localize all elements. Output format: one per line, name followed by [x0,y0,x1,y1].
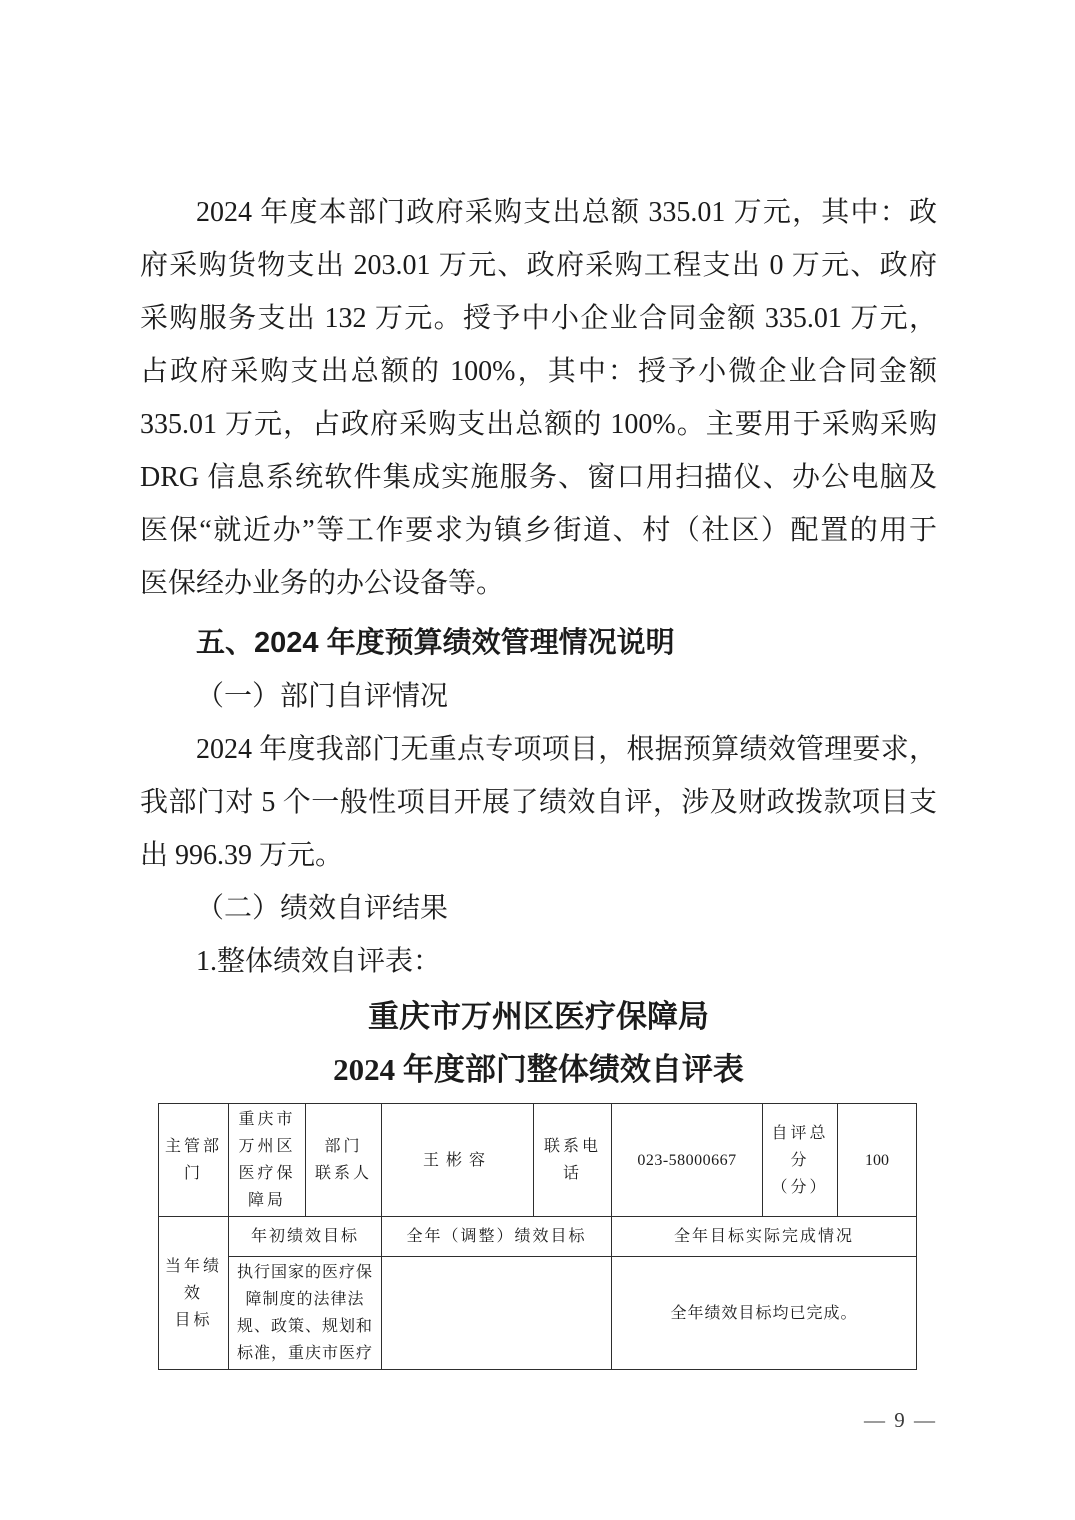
text-line: （分） [771,1178,829,1196]
text-line: 我部门对 5 个一般性项目开展了绩效自评，涉及财政拨款项目支 [140,787,937,818]
text-line: 医保经办业务的办公设备等。 [140,568,505,599]
cell-phone-value: 023-58000667 [612,1104,763,1217]
text-line: 医保“就近办”等工作要求为镇乡街道、村（社区）配置的用于 [140,515,937,546]
text-line: 执行国家的医疗保 [236,1264,373,1281]
cell-supervisor-label [159,1104,229,1217]
cell-goal-initial-value [229,1257,382,1370]
cell-phone-label [534,1104,612,1217]
cell-goal-initial-header: 年初绩效目标 [229,1217,382,1257]
text-line: 联系人 [314,1165,372,1182]
text-line: 目标 [174,1311,213,1329]
text-line: 万州区 [238,1138,296,1155]
text-line: 障局 [247,1192,286,1209]
page-number: — 9 — [864,1408,937,1432]
table-row [159,1257,917,1370]
subsection-1-heading: （一）部门自评情况 [196,681,449,712]
text-line: 占政府采购支出总额的 100%，其中：授予小微企业合同金额 [140,356,937,387]
paragraph-self-eval [140,723,937,882]
text-line: 部门 [324,1138,363,1155]
paragraph-procurement [140,186,937,610]
table-title-report-name: 2024 年度部门整体绩效自评表 [333,1052,744,1087]
text-line: 当年绩 [164,1257,222,1275]
text-line: 府采购货物支出 203.01 万元、政府采购工程支出 0 万元、政府 [140,250,937,281]
text-line: 门 [183,1165,203,1182]
cell-goal-row-label [159,1217,229,1370]
subsection-2-heading: （二）绩效自评结果 [196,893,449,924]
text-line: 话 [562,1165,582,1182]
section-5-heading: 五、2024 年度预算绩效管理情况说明 [196,627,675,659]
text-line: 主管部 [164,1138,222,1155]
table-title-organization: 重庆市万州区医疗保障局 [368,999,709,1034]
text-line: 出 996.39 万元。 [140,840,344,871]
text-line: 障制度的法律法 [245,1291,365,1308]
cell-supervisor-value [229,1104,306,1217]
text-line: 医疗保 [238,1165,296,1182]
text-line: 规、政策、规划和 [236,1318,373,1335]
text-line: 采购服务支出 132 万元。授予中小企业合同金额 335.01 万元， [140,303,937,334]
text-line: 自评总 [771,1124,829,1142]
table-intro-line: 1.整体绩效自评表： [196,946,442,977]
text-line: 联系电 [543,1138,601,1155]
text-line: 效 [183,1284,203,1302]
cell-score-label [763,1104,838,1217]
cell-contact-label [306,1104,382,1217]
cell-goal-adjusted-value [382,1257,612,1370]
cell-goal-completion-header: 全年目标实际完成情况 [612,1217,917,1257]
table-row [159,1104,917,1217]
cell-goal-completion-value: 全年绩效目标均已完成。 [612,1257,917,1370]
cell-score-value: 100 [838,1104,917,1217]
cell-goal-adjusted-header: 全年（调整）绩效目标 [382,1217,612,1257]
text-line: 重庆市 [238,1111,296,1128]
text-line: 335.01 万元，占政府采购支出总额的 100%。主要用于采购采购 [140,409,937,440]
text-line: 2024 年度我部门无重点专项项目，根据预算绩效管理要求， [196,734,937,765]
text-line: DRG 信息系统软件集成实施服务、窗口用扫描仪、办公电脑及 [140,462,937,493]
text-line: 分 [790,1151,810,1169]
table-row [159,1217,917,1257]
cell-contact-name: 王彬容 [382,1104,534,1217]
text-line: 2024 年度本部门政府采购支出总额 335.01 万元，其中：政 [196,197,937,228]
document-body [140,186,937,1370]
text-line: 标准，重庆市医疗 [236,1345,373,1362]
performance-self-eval-table [158,1103,917,1370]
